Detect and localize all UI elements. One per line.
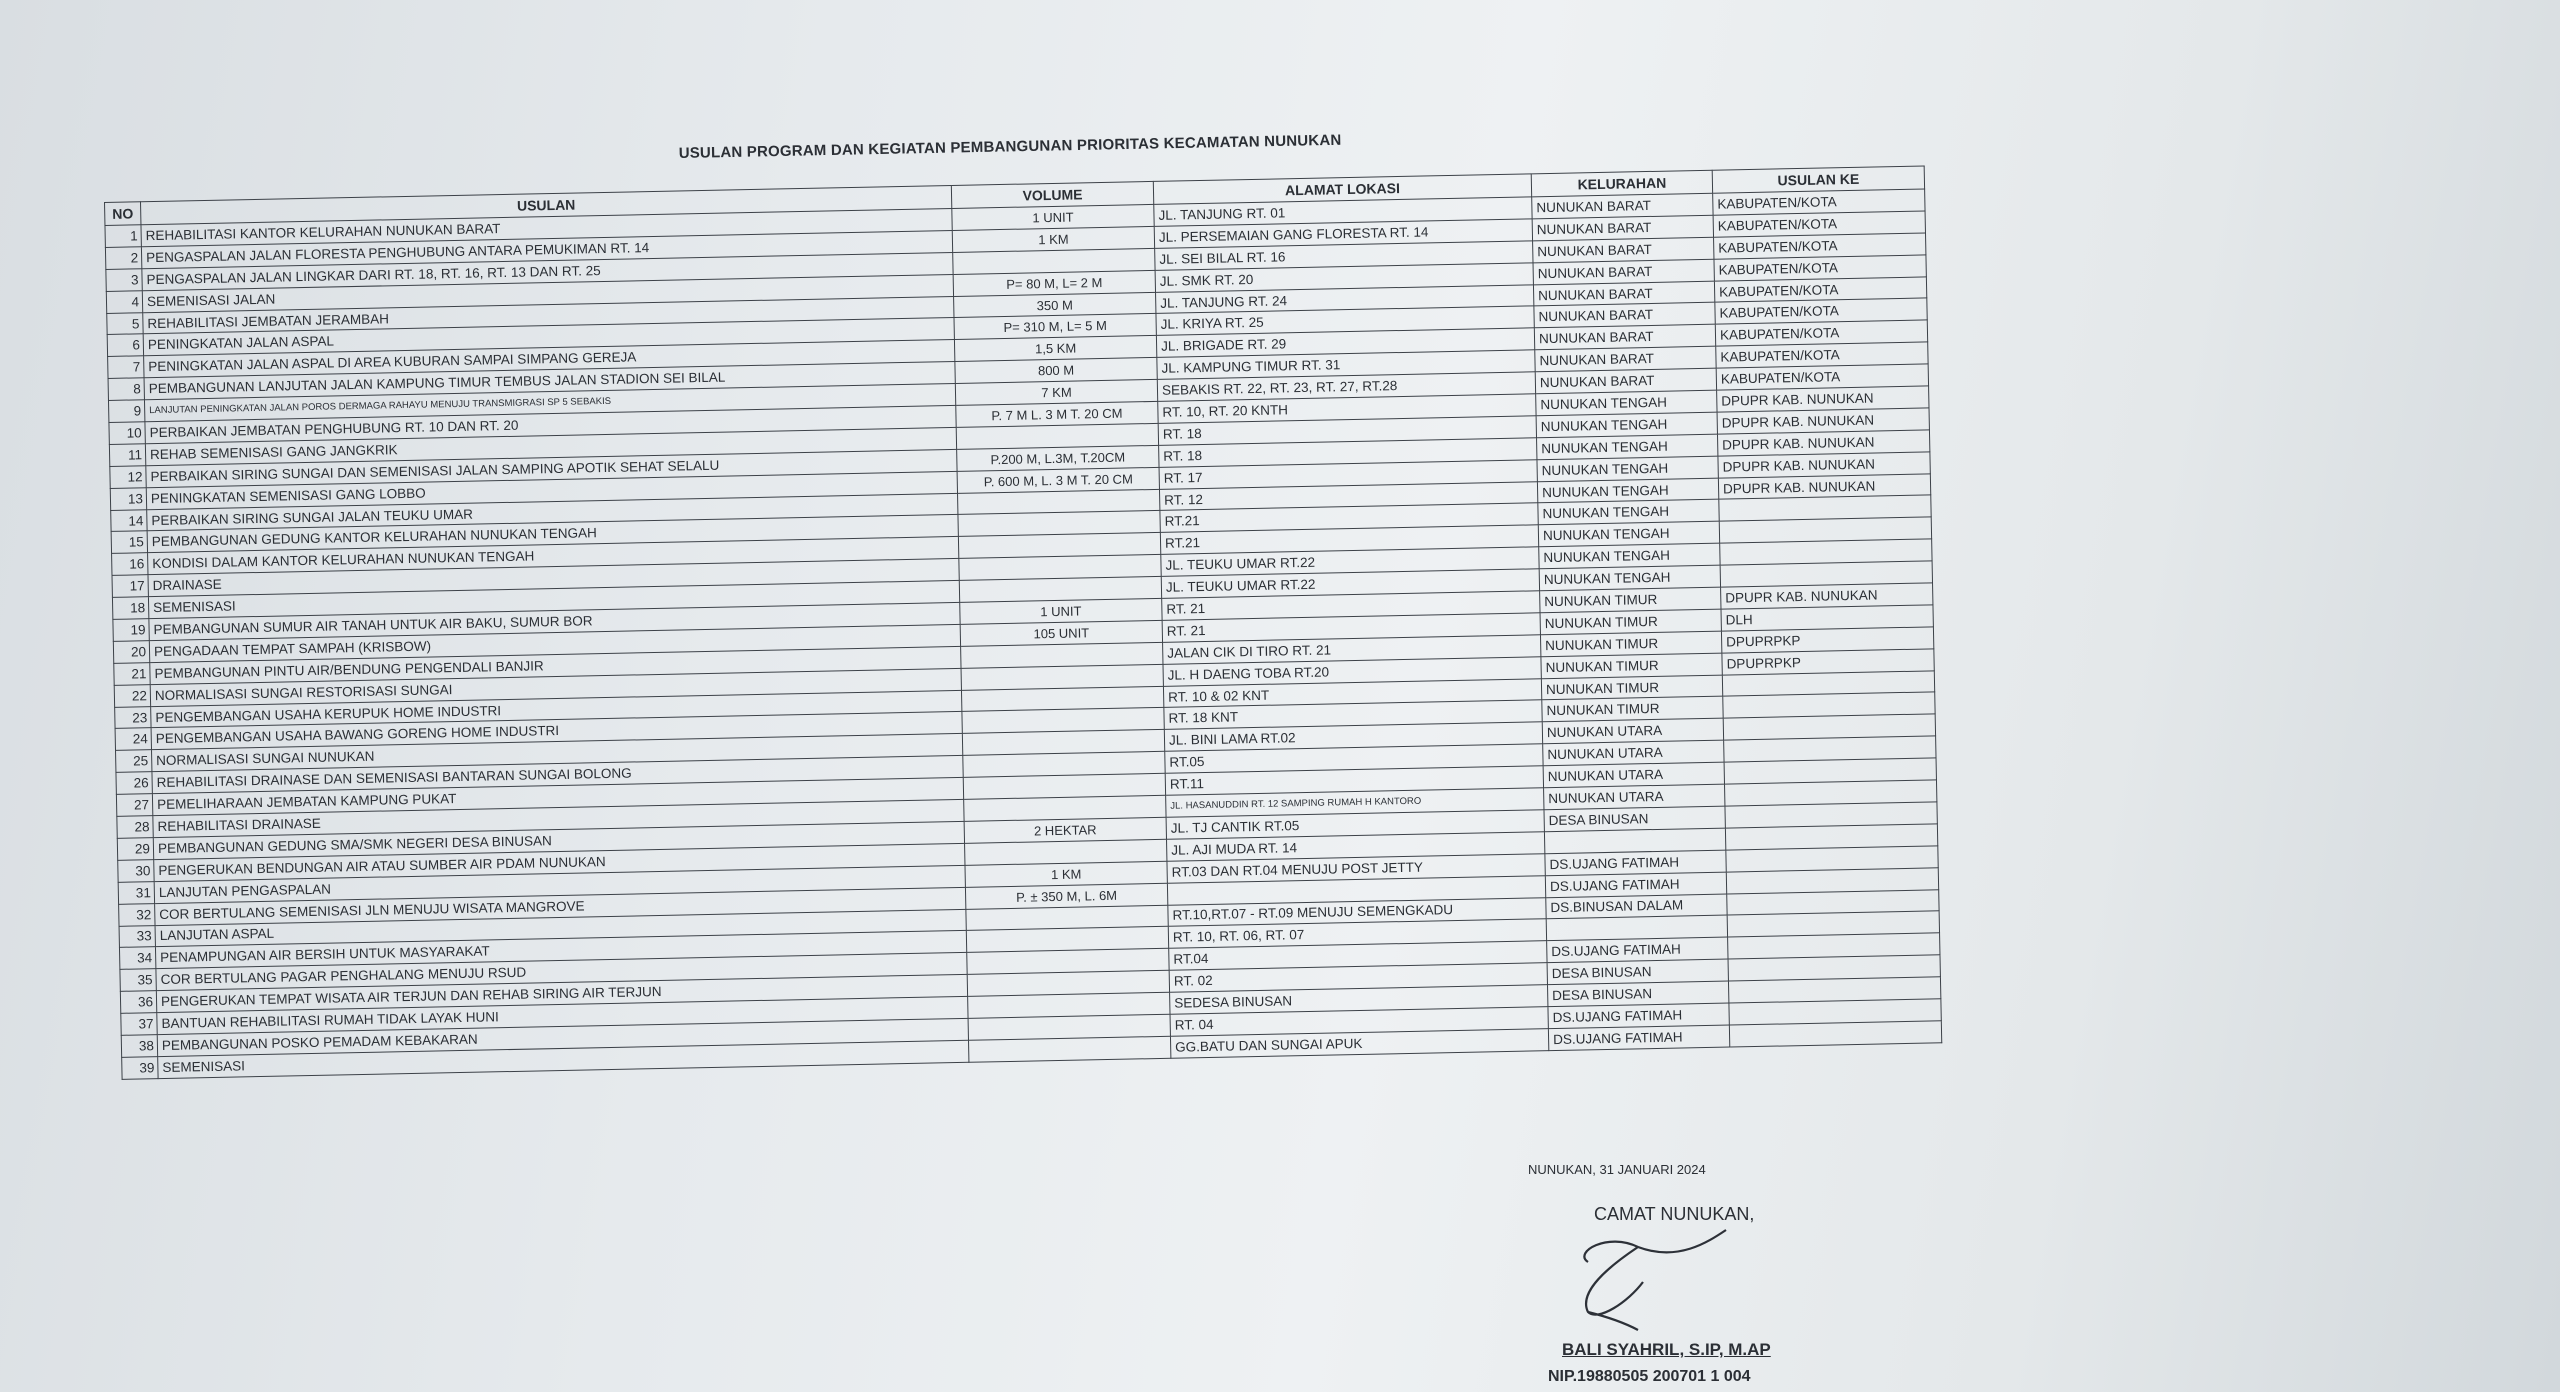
cell-kelurahan: NUNUKAN BARAT [1532, 193, 1713, 219]
cell-kelurahan: NUNUKAN BARAT [1533, 237, 1714, 263]
cell-no: 39 [122, 1056, 158, 1079]
cell-alamat: JL. TANJUNG RT. 24 [1156, 284, 1534, 313]
cell-alamat: RT.21 [1160, 503, 1538, 532]
document-title: USULAN PROGRAM DAN KEGIATAN PEMBANGUNAN PRIORITAS KECAMATAN NUNUKAN [678, 131, 1342, 163]
cell-usulan: SEMENISASI [158, 1040, 969, 1078]
cell-usulan-ke: KABUPATEN/KOTA [1716, 364, 1928, 390]
cell-no: 32 [119, 903, 155, 926]
cell-alamat: RT. 12 [1159, 481, 1537, 510]
cell-usulan: NORMALISASI SUNGAI RESTORISASI SUNGAI [150, 668, 961, 706]
cell-alamat: RT. 02 [1169, 963, 1547, 992]
cell-usulan-ke [1729, 1021, 1941, 1047]
cell-usulan: SEMENISASI [148, 581, 959, 619]
cell-alamat: SEDESA BINUSAN [1170, 985, 1548, 1014]
table-body [105, 189, 1942, 1079]
cell-alamat: JL. KAMPUNG TIMUR RT. 31 [1157, 350, 1535, 379]
cell-alamat: RT. 10, RT. 20 KNTH [1158, 394, 1536, 423]
cell-no: 9 [108, 400, 144, 423]
cell-usulan-ke: KABUPATEN/KOTA [1716, 342, 1928, 368]
cell-volume: 105 UNIT [960, 620, 1162, 646]
cell-kelurahan: NUNUKAN TENGAH [1539, 565, 1720, 591]
cell-usulan-ke: KABUPATEN/KOTA [1713, 211, 1925, 237]
cell-usulan: REHABILITASI DRAINASE [153, 799, 964, 837]
cell-kelurahan: NUNUKAN UTARA [1544, 784, 1725, 810]
cell-kelurahan: NUNUKAN TENGAH [1537, 434, 1718, 460]
cell-kelurahan: NUNUKAN UTARA [1543, 762, 1724, 788]
cell-no: 17 [112, 575, 148, 598]
cell-kelurahan: NUNUKAN TENGAH [1538, 522, 1719, 548]
cell-kelurahan: NUNUKAN TENGAH [1539, 543, 1720, 569]
cell-alamat: RT. 10, RT. 06, RT. 07 [1168, 919, 1546, 948]
cell-usulan: REHABILITASI JEMBATAN JERAMBAH [143, 296, 954, 334]
cell-no: 31 [118, 881, 154, 904]
cell-usulan-ke: DPUPR KAB. NUNUKAN [1721, 583, 1933, 609]
cell-alamat: RT.10,RT.07 - RT.09 MENUJU SEMENGKADU [1168, 897, 1546, 926]
cell-usulan: PENINGKATAN SEMENISASI GANG LOBBO [146, 471, 957, 509]
cell-usulan-ke: DPUPRPKP [1721, 627, 1933, 653]
cell-no: 20 [113, 641, 149, 664]
cell-alamat: RT.03 DAN RT.04 MENUJU POST JETTY [1167, 853, 1545, 882]
cell-usulan-ke: KABUPATEN/KOTA [1713, 189, 1925, 215]
cell-alamat: JL. BRIGADE RT. 29 [1156, 328, 1534, 357]
cell-alamat: RT. 18 KNT [1164, 700, 1542, 729]
cell-alamat: JL. KRIYA RT. 25 [1156, 306, 1534, 335]
cell-usulan: SEMENISASI JALAN [142, 274, 953, 312]
cell-no: 10 [109, 422, 145, 445]
cell-no: 27 [116, 794, 152, 817]
cell-volume: 1 UNIT [960, 598, 1162, 624]
cell-volume: 7 KM [955, 380, 1157, 406]
cell-kelurahan: NUNUKAN BARAT [1535, 368, 1716, 394]
cell-no: 15 [111, 531, 147, 554]
cell-no: 29 [117, 838, 153, 861]
cell-volume: 1,5 KM [954, 336, 1156, 362]
cell-alamat: RT. 10 & 02 KNT [1163, 678, 1541, 707]
cell-usulan: PENGERUKAN BENDUNGAN AIR ATAU SUMBER AIR PDAM NUNUKAN [154, 843, 965, 881]
cell-usulan: PEMBANGUNAN SUMUR AIR TANAH UNTUK AIR BAKU, SUMUR BOR [149, 602, 960, 640]
cell-kelurahan: DS.UJANG FATIMAH [1548, 1003, 1729, 1029]
cell-no: 5 [107, 312, 143, 335]
cell-alamat: JL. H DAENG TOBA RT.20 [1163, 656, 1541, 685]
cell-kelurahan: NUNUKAN TENGAH [1538, 500, 1719, 526]
cell-volume: 1 UNIT [952, 204, 1154, 230]
cell-usulan: PERBAIKAN JEMBATAN PENGHUBUNG RT. 10 DAN RT. 20 [145, 405, 956, 443]
cell-volume: 2 HEKTAR [964, 817, 1166, 843]
cell-kelurahan: NUNUKAN TIMUR [1540, 631, 1721, 657]
cell-usulan: LANJUTAN PENINGKATAN JALAN POROS DERMAGA RAHAYU MENUJU TRANSMIGRASI SP 5 SEBAKIS [144, 384, 955, 422]
cell-no: 19 [113, 619, 149, 642]
cell-kelurahan: NUNUKAN TENGAH [1536, 390, 1717, 416]
cell-no: 35 [120, 969, 156, 992]
cell-kelurahan: NUNUKAN TIMUR [1541, 653, 1722, 679]
cell-alamat: RT.11 [1165, 766, 1543, 795]
cell-alamat: JL. PERSEMAIAN GANG FLORESTA RT. 14 [1154, 219, 1532, 248]
cell-alamat: JL. TEUKU UMAR RT.22 [1161, 547, 1539, 576]
cell-kelurahan: DS.UJANG FATIMAH [1547, 937, 1728, 963]
cell-alamat: JL. TANJUNG RT. 01 [1154, 197, 1532, 226]
cell-no: 6 [107, 334, 143, 357]
cell-kelurahan: NUNUKAN TIMUR [1542, 697, 1723, 723]
cell-kelurahan: NUNUKAN BARAT [1535, 346, 1716, 372]
cell-kelurahan: NUNUKAN UTARA [1543, 740, 1724, 766]
cell-usulan: DRAINASE [148, 559, 959, 597]
cell-kelurahan: DESA BINUSAN [1548, 981, 1729, 1007]
cell-kelurahan: DESA BINUSAN [1547, 959, 1728, 985]
cell-kelurahan: NUNUKAN TIMUR [1541, 675, 1722, 701]
cell-no: 8 [108, 378, 144, 401]
cell-volume [968, 1036, 1170, 1062]
cell-usulan: PENGASPALAN JALAN FLORESTA PENGHUBUNG ANTARA PEMUKIMAN RT. 14 [141, 230, 952, 268]
cell-usulan: PENGEMBANGAN USAHA KERUPUK HOME INDUSTRI [151, 690, 962, 728]
cell-no: 4 [106, 290, 142, 313]
cell-usulan-ke: KABUPATEN/KOTA [1715, 298, 1927, 324]
cell-usulan: COR BERTULANG SEMENISASI JLN MENUJU WISATA MANGROVE [155, 887, 966, 925]
cell-no: 2 [105, 247, 141, 270]
cell-usulan: PEMBANGUNAN LANJUTAN JALAN KAMPUNG TIMUR TEMBUS JALAN STADION SEI BILAL [144, 362, 955, 400]
cell-no: 37 [121, 1013, 157, 1036]
cell-no: 36 [120, 991, 156, 1014]
cell-usulan: LANJUTAN PENGASPALAN [154, 865, 965, 903]
cell-usulan: PENGERUKAN TEMPAT WISATA AIR TERJUN DAN REHAB SIRING AIR TERJUN [156, 975, 967, 1013]
cell-alamat: JL. TEUKU UMAR RT.22 [1161, 569, 1539, 598]
cell-usulan: PEMBANGUNAN GEDUNG KANTOR KELURAHAN NUNUKAN TENGAH [147, 515, 958, 553]
cell-usulan: PENINGKATAN JALAN ASPAL DI AREA KUBURAN SAMPAI SIMPANG GEREJA [144, 340, 955, 378]
cell-kelurahan: NUNUKAN TIMUR [1540, 587, 1721, 613]
cell-kelurahan: DS.UJANG FATIMAH [1548, 1025, 1729, 1051]
cell-no: 24 [115, 728, 151, 751]
signature-scribble [1568, 1222, 1728, 1332]
cell-no: 25 [116, 750, 152, 773]
cell-volume: 1 KM [965, 861, 1167, 887]
cell-kelurahan: NUNUKAN TIMUR [1540, 609, 1721, 635]
cell-no: 14 [111, 509, 147, 532]
proposal-table [104, 165, 1942, 1079]
cell-no: 34 [119, 947, 155, 970]
cell-no: 12 [110, 466, 146, 489]
header-usulan: USULAN [141, 185, 952, 224]
cell-no: 18 [112, 597, 148, 620]
cell-usulan: NORMALISASI SUNGAI NUNUKAN [152, 734, 963, 772]
cell-no: 21 [114, 662, 150, 685]
cell-alamat: JL. BINI LAMA RT.02 [1164, 722, 1542, 751]
cell-alamat: RT. 21 [1162, 591, 1540, 620]
cell-usulan: COR BERTULANG PAGAR PENGHALANG MENUJU RSUD [156, 953, 967, 991]
header-kelurahan: KELURAHAN [1531, 170, 1712, 197]
cell-no: 33 [119, 925, 155, 948]
cell-alamat: JL. AJI MUDA RT. 14 [1167, 832, 1545, 861]
cell-usulan: PEMELIHARAAN JEMBATAN KAMPUNG PUKAT [152, 778, 963, 816]
cell-usulan-ke: DPUPR KAB. NUNUKAN [1718, 473, 1930, 499]
cell-alamat: RT. 17 [1159, 459, 1537, 488]
cell-usulan: REHABILITASI KANTOR KELURAHAN NUNUKAN BARAT [141, 208, 952, 246]
cell-usulan: PERBAIKAN SIRING SUNGAI JALAN TEUKU UMAR [147, 493, 958, 531]
cell-usulan: PENGEMBANGAN USAHA BAWANG GORENG HOME INDUSTRI [151, 712, 962, 750]
cell-kelurahan: NUNUKAN UTARA [1542, 718, 1723, 744]
cell-no: 16 [112, 553, 148, 576]
cell-alamat: JALAN CIK DI TIRO RT. 21 [1163, 635, 1541, 664]
cell-usulan-ke: KABUPATEN/KOTA [1714, 255, 1926, 281]
cell-usulan: LANJUTAN ASPAL [155, 909, 966, 947]
cell-kelurahan: DS.BINUSAN DALAM [1546, 894, 1727, 920]
cell-volume: 1 KM [952, 226, 1154, 252]
cell-alamat: SEBAKIS RT. 22, RT. 23, RT. 27, RT.28 [1157, 372, 1535, 401]
cell-alamat: RT. 04 [1170, 1007, 1548, 1036]
cell-kelurahan: NUNUKAN TENGAH [1537, 478, 1718, 504]
cell-usulan-ke: DLH [1721, 605, 1933, 631]
cell-usulan-ke: KABUPATEN/KOTA [1715, 320, 1927, 346]
cell-alamat: JL. HASANUDDIN RT. 12 SAMPING RUMAH H KANTORO [1166, 788, 1544, 817]
cell-volume: P= 80 M, L= 2 M [953, 270, 1155, 296]
cell-alamat: RT. 21 [1162, 613, 1540, 642]
cell-usulan: REHABILITASI DRAINASE DAN SEMENISASI BANTARAN SUNGAI BOLONG [152, 756, 963, 794]
cell-usulan-ke: DPUPR KAB. NUNUKAN [1717, 386, 1929, 412]
cell-usulan-ke: DPUPR KAB. NUNUKAN [1717, 430, 1929, 456]
cell-alamat: RT.21 [1160, 525, 1538, 554]
cell-no: 13 [110, 487, 146, 510]
cell-volume: P= 310 M, L= 5 M [954, 314, 1156, 340]
cell-usulan: PEMBANGUNAN GEDUNG SMA/SMK NEGERI DESA BINUSAN [153, 821, 964, 859]
cell-kelurahan: DS.UJANG FATIMAH [1545, 872, 1726, 898]
cell-kelurahan: NUNUKAN BARAT [1534, 303, 1715, 329]
cell-usulan: PENAMPUNGAN AIR BERSIH UNTUK MASYARAKAT [155, 931, 966, 969]
cell-alamat: RT.05 [1165, 744, 1543, 773]
cell-usulan: BANTUAN REHABILITASI RUMAH TIDAK LAYAK HUNI [157, 996, 968, 1034]
cell-usulan-ke: DPUPR KAB. NUNUKAN [1718, 452, 1930, 478]
cell-volume: P. 7 M L. 3 M T. 20 CM [956, 401, 1158, 427]
cell-volume: P.200 M, L.3M, T.20CM [957, 445, 1159, 471]
cell-usulan: PEMBANGUNAN POSKO PEMADAM KEBAKARAN [157, 1018, 968, 1056]
cell-usulan-ke: DPUPR KAB. NUNUKAN [1717, 408, 1929, 434]
cell-no: 23 [115, 706, 151, 729]
proposal-table-container [104, 165, 1942, 1079]
cell-no: 28 [117, 816, 153, 839]
cell-no: 30 [118, 859, 154, 882]
cell-kelurahan: NUNUKAN BARAT [1533, 259, 1714, 285]
cell-usulan-ke: DPUPRPKP [1722, 649, 1934, 675]
cell-volume: 350 M [954, 292, 1156, 318]
cell-alamat: RT.04 [1169, 941, 1547, 970]
cell-alamat: JL. TJ CANTIK RT.05 [1166, 810, 1544, 839]
cell-usulan-ke: KABUPATEN/KOTA [1714, 233, 1926, 259]
cell-alamat: RT. 18 [1158, 416, 1536, 445]
cell-kelurahan: NUNUKAN TENGAH [1536, 412, 1717, 438]
cell-kelurahan: DESA BINUSAN [1544, 806, 1725, 832]
cell-no: 3 [106, 269, 142, 292]
cell-usulan: PENINGKATAN JALAN ASPAL [143, 318, 954, 356]
cell-no: 22 [114, 684, 150, 707]
cell-usulan: PENGASPALAN JALAN LINGKAR DARI RT. 18, RT. 16, RT. 13 DAN RT. 25 [142, 252, 953, 290]
cell-usulan: REHAB SEMENISASI GANG JANGKRIK [145, 427, 956, 465]
cell-volume: P. 600 M, L. 3 M T. 20 CM [957, 467, 1159, 493]
cell-alamat: RT. 18 [1159, 438, 1537, 467]
cell-no: 26 [116, 772, 152, 795]
header-no: NO [105, 202, 141, 226]
cell-kelurahan: NUNUKAN BARAT [1534, 325, 1715, 351]
cell-volume: 800 M [955, 358, 1157, 384]
cell-no: 7 [108, 356, 144, 379]
signatory-name: BALI SYAHRIL, S.IP, M.AP [1562, 1340, 1771, 1359]
signatory-nip: NIP.19880505 200701 1 004 [1548, 1368, 1751, 1385]
cell-no: 11 [109, 444, 145, 467]
cell-no: 38 [121, 1035, 157, 1058]
cell-usulan: PERBAIKAN SIRING SUNGAI DAN SEMENISASI JALAN SAMPING APOTIK SEHAT SELALU [146, 449, 957, 487]
place-date: NUNUKAN, 31 JANUARI 2024 [1528, 1162, 1706, 1177]
cell-alamat: GG.BATU DAN SUNGAI APUK [1170, 1029, 1548, 1058]
cell-no: 1 [105, 225, 141, 248]
cell-usulan-ke: KABUPATEN/KOTA [1714, 277, 1926, 303]
cell-alamat: JL. SMK RT. 20 [1155, 263, 1533, 292]
signatory-position: CAMAT NUNUKAN, [1594, 1204, 1755, 1224]
cell-usulan: PENGADAAN TEMPAT SAMPAH (KRISBOW) [149, 624, 960, 662]
cell-kelurahan: NUNUKAN BARAT [1533, 281, 1714, 307]
cell-kelurahan: DS.UJANG FATIMAH [1545, 850, 1726, 876]
header-alamat: ALAMAT LOKASI [1153, 174, 1531, 205]
header-usulan-ke: USULAN KE [1712, 166, 1924, 193]
header-volume: VOLUME [951, 181, 1153, 208]
cell-usulan: PEMBANGUNAN PINTU AIR/BENDUNG PENGENDALI BANJIR [150, 646, 961, 684]
cell-kelurahan: NUNUKAN BARAT [1532, 215, 1713, 241]
cell-usulan: KONDISI DALAM KANTOR KELURAHAN NUNUKAN TENGAH [148, 537, 959, 575]
cell-volume: P. ± 350 M, L. 6M [965, 883, 1167, 909]
cell-alamat: JL. SEI BILAL RT. 16 [1155, 241, 1533, 270]
cell-kelurahan: NUNUKAN TENGAH [1537, 456, 1718, 482]
